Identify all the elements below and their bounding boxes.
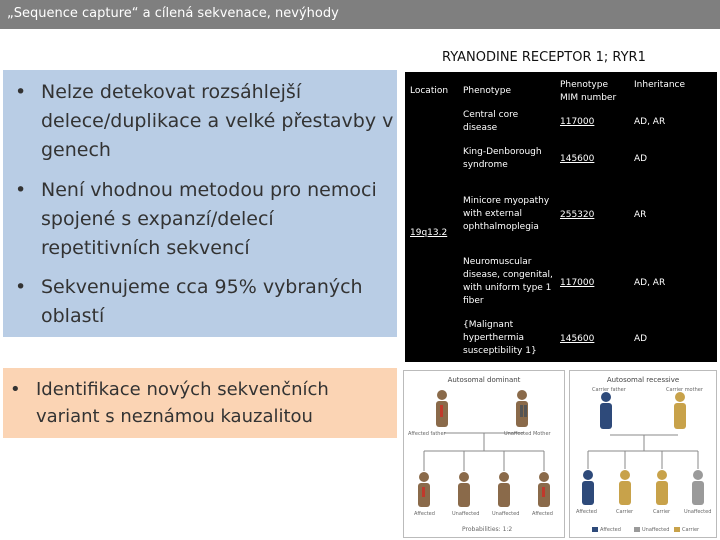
bullet-text: Identifikace nových sekvenčních variant s neznámou kauzalitou [36, 379, 329, 427]
bullet-dot-icon: • [15, 179, 27, 201]
bullet-text: Nelze detekovat rozsáhlejší delece/duplikace a velké přestavby v genech [41, 81, 394, 161]
parent-label: Affected father [408, 431, 446, 437]
child-label: Unaffected [452, 511, 480, 517]
child-label: Affected [576, 509, 597, 515]
diagram-title: Autosomal recessive [606, 376, 680, 384]
legend-label: Unaffected [642, 527, 670, 533]
child-label: Affected [532, 511, 553, 517]
mim-link[interactable]: 117000 [560, 117, 595, 127]
slide-title: „Sequence capture“ a cílená sekvenace, nevýhody [7, 6, 339, 21]
header-inheritance: Inheritance [634, 80, 686, 90]
parent-label: Unaffected Mother [504, 431, 551, 437]
header-mim: Phenotype MIM number [560, 80, 617, 103]
row-phenotype: Central core disease [463, 110, 519, 133]
mim-link[interactable]: 117000 [560, 278, 595, 288]
phenotype-table [405, 72, 717, 362]
row-phenotype: {Malignant hyperthermia susceptibility 1} [463, 320, 537, 356]
child-label: Unaffected [684, 509, 712, 515]
bullet-item [15, 78, 395, 165]
header-location: Location [410, 86, 449, 96]
child-label: Unaffected [492, 511, 520, 517]
row-phenotype: Minicore myopathy with external ophthalmoplegia [463, 196, 550, 232]
row-phenotype: Neuromuscular disease, congenital, with uniform type 1 fiber [463, 257, 553, 306]
row-inheritance: AD [634, 154, 648, 164]
child-label: Affected [414, 511, 435, 517]
child-label: Carrier [653, 509, 671, 515]
mim-link[interactable]: 255320 [560, 210, 595, 220]
legend-label: Carrier [682, 527, 700, 533]
bullet-text: Není vhodnou metodou pro nemoci spojené s expanzí/delecí repetitivních sekvencí [41, 179, 377, 259]
bullet-text: Sekvenujeme cca 95% vybraných oblastí [41, 276, 363, 327]
header-phenotype: Phenotype [463, 86, 511, 96]
child-label: Carrier [616, 509, 634, 515]
autosomal-recessive-diagram [569, 370, 717, 538]
row-inheritance: AD, AR [634, 117, 666, 127]
bullet-dot-icon: • [10, 379, 21, 400]
mim-link[interactable]: 145600 [560, 334, 595, 344]
autosomal-dominant-diagram [403, 370, 565, 538]
row-inheritance: AD, AR [634, 278, 666, 288]
bullet-item-highlight [10, 376, 390, 430]
bullet-dot-icon: • [15, 81, 27, 103]
diagram-title: Autosomal dominant [447, 376, 521, 384]
legend-label: Affected [600, 527, 621, 533]
mim-link[interactable]: 145600 [560, 154, 595, 164]
probability-label: Probabilities: 1:2 [462, 526, 513, 533]
parent-label: Carrier mother [666, 387, 703, 393]
row-inheritance: AD [634, 334, 648, 344]
bullet-item [15, 176, 395, 263]
row-inheritance: AR [634, 210, 647, 220]
row-phenotype: King-Denborough syndrome [463, 147, 542, 170]
bullet-item [15, 273, 395, 331]
table-title: RYANODINE RECEPTOR 1; RYR1 [442, 50, 646, 65]
parent-label: Carrier father [592, 387, 626, 393]
bullet-dot-icon: • [15, 276, 27, 298]
location-link[interactable]: 19q13.2 [410, 228, 448, 238]
title-bar [0, 0, 720, 29]
